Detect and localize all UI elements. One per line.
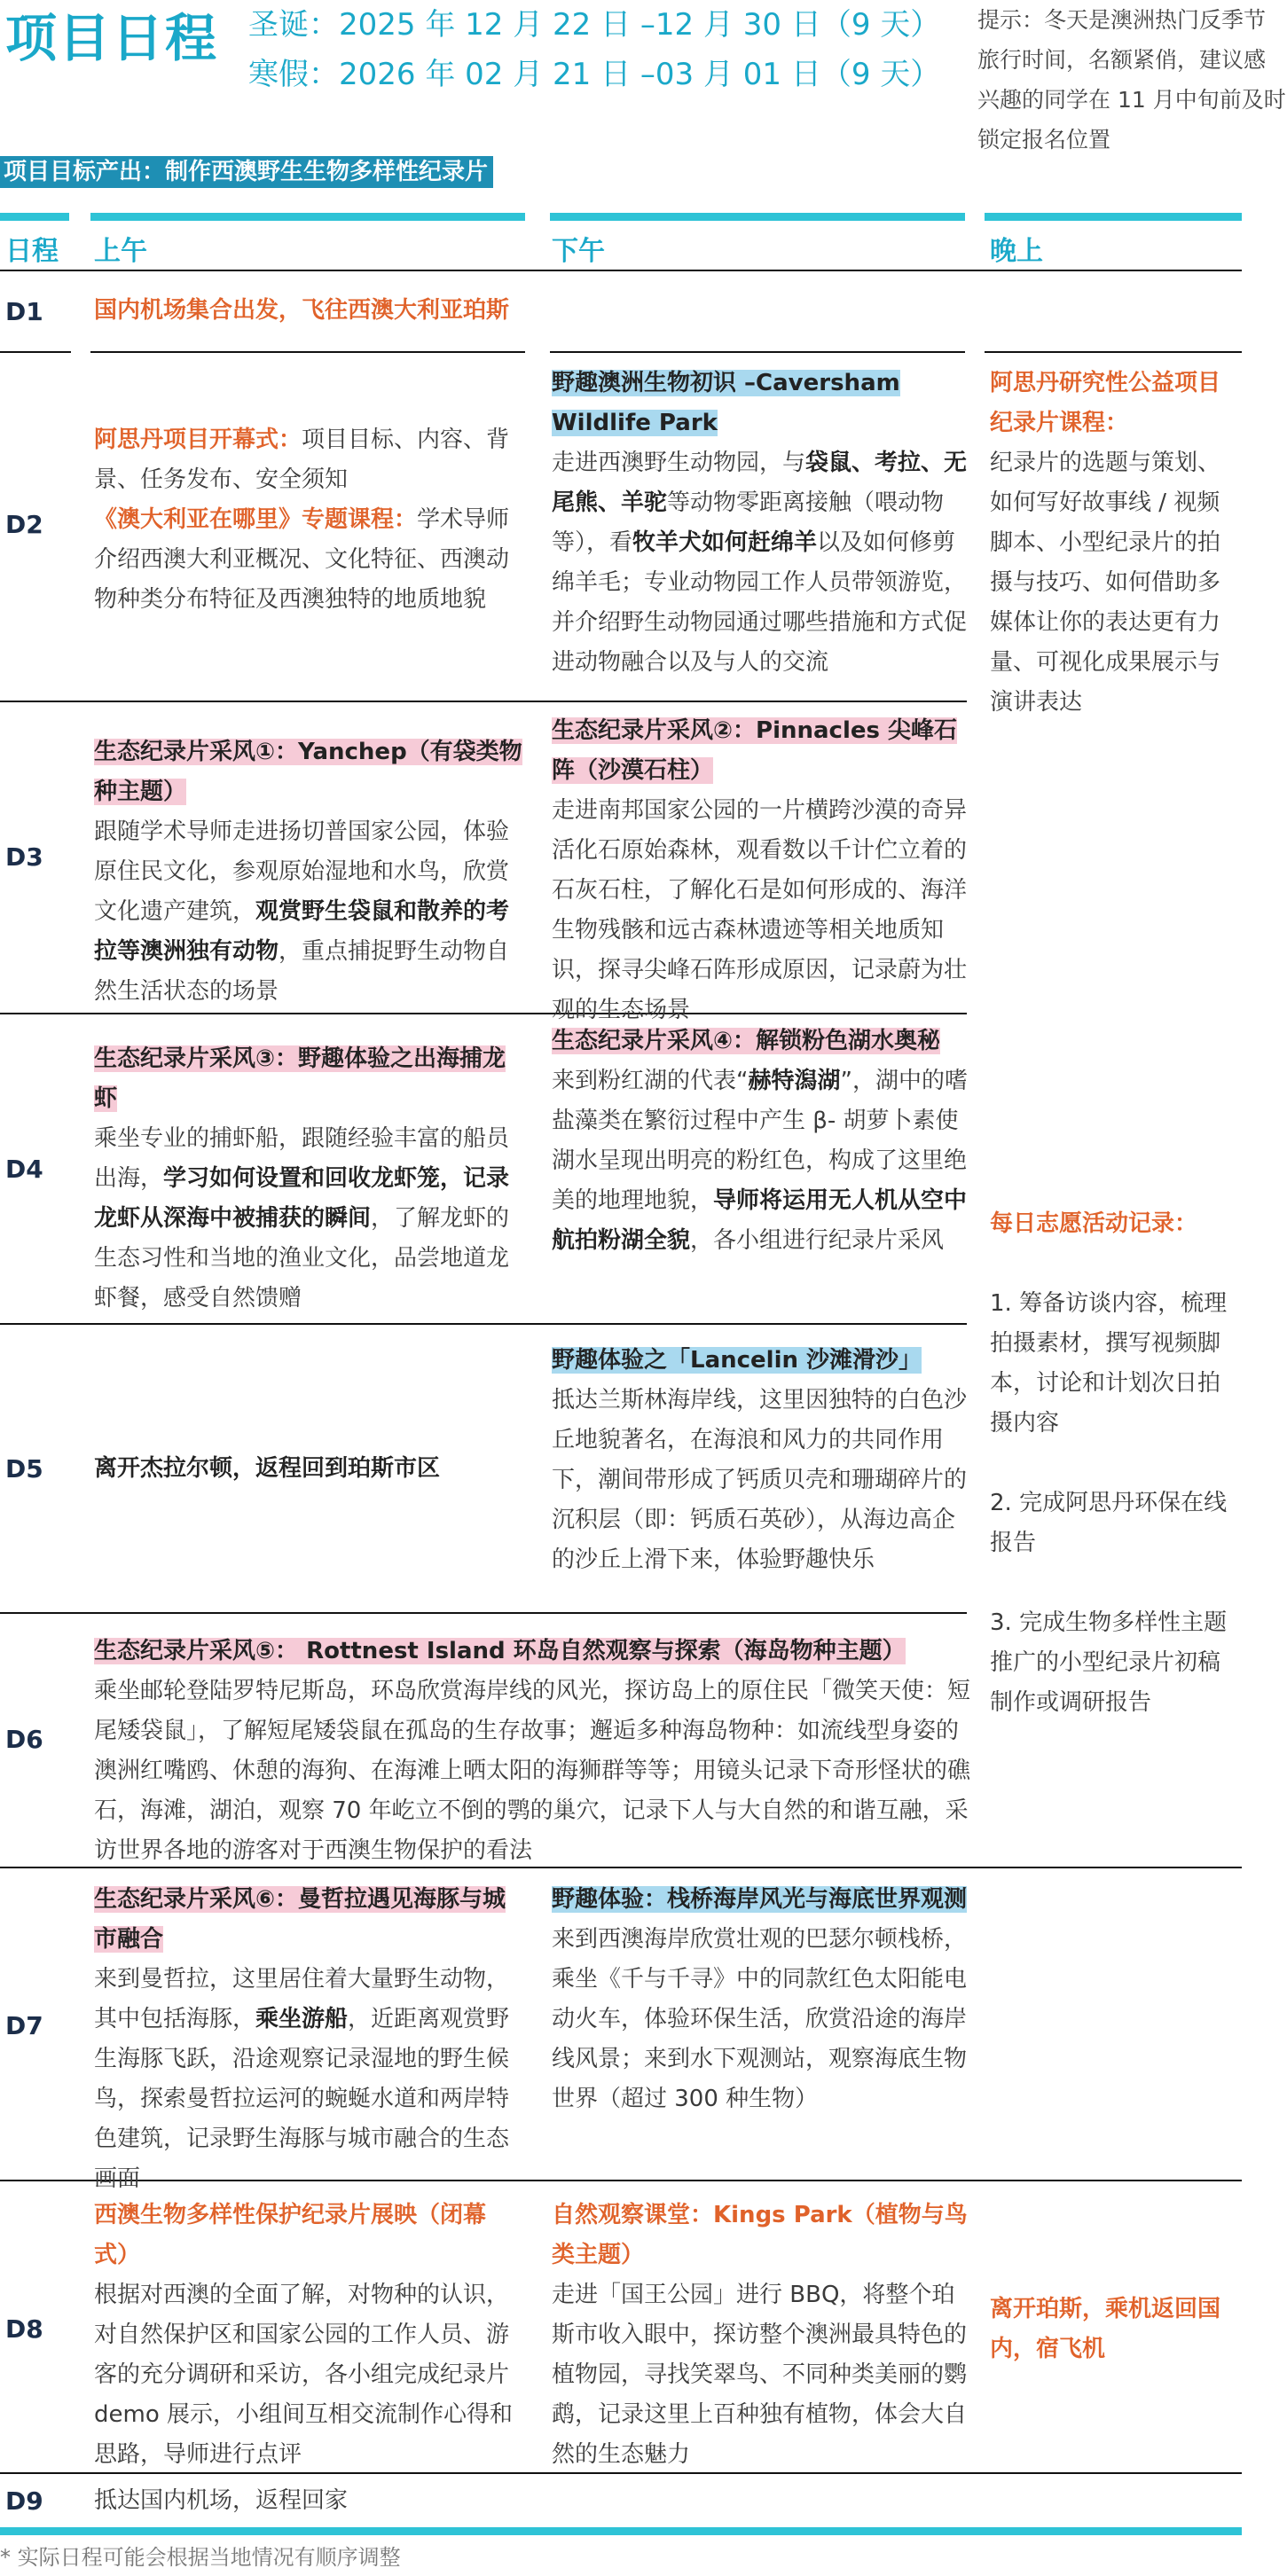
- d2-evening: [990, 364, 1243, 723]
- d5-afternoon-text: 抵达兰斯林海岸线，这里因独特的白色沙丘地貌著名，在海浪和风力的共同作用下，潮间带形成了钙质贝壳和珊瑚碎片的沉积层（即：钙质石英砂），从海边高企的沙丘上滑下来，体验野趣快乐: [552, 1387, 968, 1573]
- d4-morning: [94, 1039, 527, 1319]
- d2-afternoon: [552, 364, 969, 683]
- d2-evening-title: 阿思丹研究性公益项目纪录片课程：: [990, 370, 1221, 436]
- christmas-dates: 圣诞：2025 年 12 月 22 日 –12 月 30 日（9 天）: [248, 7, 941, 43]
- row-divider: [90, 351, 525, 353]
- header-bar-day: [0, 213, 69, 221]
- day-label-d5: D5: [5, 1454, 43, 1484]
- row-divider: [0, 701, 967, 702]
- d3-morning-bold: 观赏野生袋鼠和散养的考拉等澳洲独有动物: [94, 898, 510, 965]
- d5-morning: 离开杰拉尔顿，返程回到珀斯市区: [94, 1455, 441, 1482]
- row-divider: [550, 351, 965, 353]
- header-bar-morning: [90, 213, 525, 221]
- row-divider: [0, 1612, 967, 1614]
- d3-morning-text: ，重点捕捉野生动物自然生活状态的场景: [94, 938, 510, 1005]
- d2-course-text: 学术导师介绍西澳大利亚概况、文化特征、西澳动物种类分布特征及西澳独特的地质地貌: [94, 506, 510, 613]
- evening-log-item-1: 1. 筹备访谈内容，梳理拍摄素材，撰写视频脚本，讨论和计划次日拍摄内容: [990, 1290, 1228, 1437]
- d3-morning-text: 跟随学术导师走进扬切普国家公园，体验原住民文化，参观原始湿地和水鸟，欣赏文化遗产建筑，: [94, 818, 510, 925]
- d2-course-title: 《澳大利亚在哪里》专题课程：: [94, 506, 418, 533]
- d4-morning-bold: 学习如何设置和回收龙虾笼，记录龙虾从深海中被捕获的瞬间: [94, 1165, 510, 1232]
- footnote: * 实际日程可能会根据当地情况有顺序调整: [0, 2545, 401, 2570]
- d2-afternoon-text: 走进西澳野生动物园，与: [552, 450, 806, 476]
- d3-afternoon: [552, 711, 969, 1030]
- d5-afternoon: [552, 1341, 969, 1580]
- evening-log-item-3: 3. 完成生物多样性主题推广的小型纪录片初稿制作或调研报告: [990, 1609, 1228, 1716]
- evening-log-item-2: 2. 完成阿思丹环保在线报告: [990, 1490, 1228, 1556]
- d8-morning-title: 西澳生物多样性保护纪录片展映（闭幕式）: [94, 2202, 487, 2268]
- row-divider: [0, 1323, 967, 1325]
- d1-plan: 国内机场集合出发，飞往西澳大利亚珀斯: [94, 297, 510, 324]
- d3-afternoon-title: 生态纪录片采风②：Pinnacles 尖峰石阵（沙漠石柱）: [552, 717, 958, 784]
- page-title: 项目日程: [5, 8, 219, 68]
- d2-afternoon-text: 等动物零距离接触（喂动物等），看: [552, 489, 945, 556]
- d7-morning: [94, 1880, 527, 2199]
- d4-afternoon-text: ”，湖中的嗜盐藻类在繁衍过程中产生 β- 胡萝卜素使湖水呈现出明亮的粉红色，构成了这里绝美的地理地貌，: [552, 1068, 968, 1214]
- d7-afternoon: [552, 1880, 969, 2119]
- d2-afternoon-text: 以及如何修剪绵羊毛；专业动物园工作人员带领游览，并介绍野生动物园通过哪些措施和方式促进动物融合以及与人的交流: [552, 529, 968, 676]
- day-label-d3: D3: [5, 842, 43, 872]
- d2-afternoon-title: 野趣澳洲生物初识 –Caversham Wildlife Park: [552, 370, 900, 436]
- d6-text: 乘坐邮轮登陆罗特尼斯岛，环岛欣赏海岸线的风光，探访岛上的原住民「微笑天使：短尾矮袋鼠」，了解短尾矮袋鼠在孤岛的生存故事；邂逅多种海岛物种：如流线型身姿的澳洲红嘴鸥、休憩的海狗、在海滩上晒太阳的海狮群等等；用镜头记录下奇形怪状的礁石，海滩，湖泊，观察 70 年屹立不倒的鹗的巢穴，记录下人与大自然的和谐互融，采访世界各地的游客对于西澳生物保护的看法: [94, 1678, 971, 1864]
- d8-morning: [94, 2196, 527, 2475]
- day-label-d6: D6: [5, 1725, 43, 1754]
- d8-afternoon: [552, 2196, 969, 2475]
- d4-afternoon: [552, 1022, 969, 1261]
- row-divider: [0, 270, 1242, 271]
- d2-afternoon-bold: 袋鼠、考拉、无尾熊、羊驼: [552, 450, 968, 516]
- d4-morning-text: 乘坐专业的捕虾船，跟随经验丰富的船员出海，: [94, 1125, 510, 1192]
- d8-morning-text: 根据对西澳的全面了解，对物种的认识，对自然保护区和国家公园的工作人员、游客的充分调研和采访，各小组完成纪录片 demo 展示，小组间互相交流制作心得和思路，导师进行点评: [94, 2282, 513, 2468]
- d7-morning-title: 生态纪录片采风⑥：曼哲拉遇见海豚与城市融合: [94, 1886, 506, 1953]
- day-label-d7: D7: [5, 2011, 43, 2040]
- header-bar-evening: [985, 213, 1242, 221]
- day-label-d2: D2: [5, 510, 43, 539]
- d2-afternoon-bold: 牧羊犬如何赶绵羊: [632, 529, 818, 556]
- day-label-d8: D8: [5, 2314, 43, 2344]
- d4-morning-title: 生态纪录片采风③：野趣体验之出海捕龙虾: [94, 1045, 506, 1112]
- column-header-afternoon: 下午: [552, 236, 605, 267]
- day-label-d4: D4: [5, 1155, 43, 1184]
- winter-dates: 寒假：2026 年 02 月 21 日 –03 月 01 日（9 天）: [248, 57, 941, 92]
- d7-morning-bold: 乘坐游船: [255, 2006, 349, 2032]
- d4-afternoon-text: ，各小组进行纪录片采风: [690, 1227, 945, 1254]
- project-goal-banner: 项目目标产出：制作西澳野生生物多样性纪录片: [0, 156, 493, 188]
- day-label-d1: D1: [5, 297, 43, 326]
- registration-tip: 提示：冬天是澳洲热门反季节旅行时间，名额紧俏，建议感兴趣的同学在 11 月中旬前及时锁定报名位置: [977, 7, 1286, 153]
- d2-opening-text: 项目目标、内容、背景、任务发布、安全须知: [94, 427, 510, 493]
- d6-title: 生态纪录片采风⑤： Rottnest Island 环岛自然观察与探索（海岛物种主题）: [94, 1638, 906, 1664]
- d4-afternoon-title: 生态纪录片采风④：解锁粉色湖水奥秘: [552, 1028, 941, 1054]
- d4-afternoon-bold: 赫特潟湖: [748, 1068, 841, 1094]
- row-divider: [985, 351, 1242, 353]
- row-divider: [0, 351, 71, 353]
- header-bar-afternoon: [550, 213, 965, 221]
- d9-plan: 抵达国内机场，返程回家: [94, 2487, 349, 2514]
- d7-morning-text: 来到曼哲拉，这里居住着大量野生动物，其中包括海豚，: [94, 1966, 510, 2032]
- d5-afternoon-title: 野趣体验之「Lancelin 沙滩滑沙」: [552, 1347, 922, 1374]
- bottom-bar: [0, 2527, 1242, 2535]
- d3-afternoon-text: 走进南邦国家公园的一片横跨沙漠的奇异活化石原始森林，观看数以千计伫立着的石灰石柱，了解化石是如何形成的、海洋生物残骸和远古森林遗迹等相关地质知识，探寻尖峰石阵形成原因，记录蔚为壮观的生态场景: [552, 797, 968, 1023]
- d7-afternoon-text: 来到西澳海岸欣赏壮观的巴瑟尔顿栈桥，乘坐《千与千寻》中的同款红色太阳能电动火车，体验环保生活，欣赏沿途的海岸线风景；来到水下观测站，观察海底生物世界（超过 300 种生物）: [552, 1926, 968, 2112]
- column-header-evening: 晚上: [990, 236, 1043, 267]
- d7-afternoon-title: 野趣体验：栈桥海岸风光与海底世界观测: [552, 1886, 968, 1913]
- d2-morning: [94, 420, 527, 620]
- d4-afternoon-text: 来到粉红湖的代表“: [552, 1068, 749, 1094]
- d8-evening: 离开珀斯，乘机返回国内，宿飞机: [990, 2296, 1221, 2362]
- column-header-morning: 上午: [94, 236, 147, 267]
- d3-morning: [94, 732, 527, 1012]
- evening-log: [990, 1204, 1243, 1723]
- evening-log-title: 每日志愿活动记录：: [990, 1210, 1198, 1237]
- d8-afternoon-text: 走进「国王公园」进行 BBQ，将整个珀斯市收入眼中，探访整个澳洲最具特色的植物园，寻找笑翠鸟、不同种类美丽的鹦鹉，记录这里上百种独有植物，体会大自然的生态魅力: [552, 2282, 968, 2468]
- d7-morning-text: ，近距离观赏野生海豚飞跃，沿途观察记录湿地的野生候鸟，探索曼哲拉运河的蜿蜒水道和两岸特色建筑，记录野生海豚与城市融合的生态画面: [94, 2006, 510, 2192]
- column-header-day: 日程: [5, 236, 59, 267]
- d3-morning-title: 生态纪录片采风①：Yanchep（有袋类物种主题）: [94, 739, 522, 805]
- d6-full-day: [94, 1632, 972, 1871]
- d4-morning-text: ，了解龙虾的生态习性和当地的渔业文化，品尝地道龙虾餐，感受自然馈赠: [94, 1205, 510, 1311]
- day-label-d9: D9: [5, 2486, 43, 2516]
- d4-afternoon-bold: 导师将运用无人机从空中航拍粉湖全貌: [552, 1187, 968, 1254]
- d2-evening-text: 纪录片的选题与策划、如何写好故事线 / 视频脚本、小型纪录片的拍摄与技巧、如何借助多媒体让你的表达更有力量、可视化成果展示与演讲表达: [990, 450, 1221, 716]
- d8-afternoon-title: 自然观察课堂：Kings Park（植物与鸟类主题）: [552, 2202, 968, 2268]
- d2-opening-title: 阿思丹项目开幕式：: [94, 427, 302, 453]
